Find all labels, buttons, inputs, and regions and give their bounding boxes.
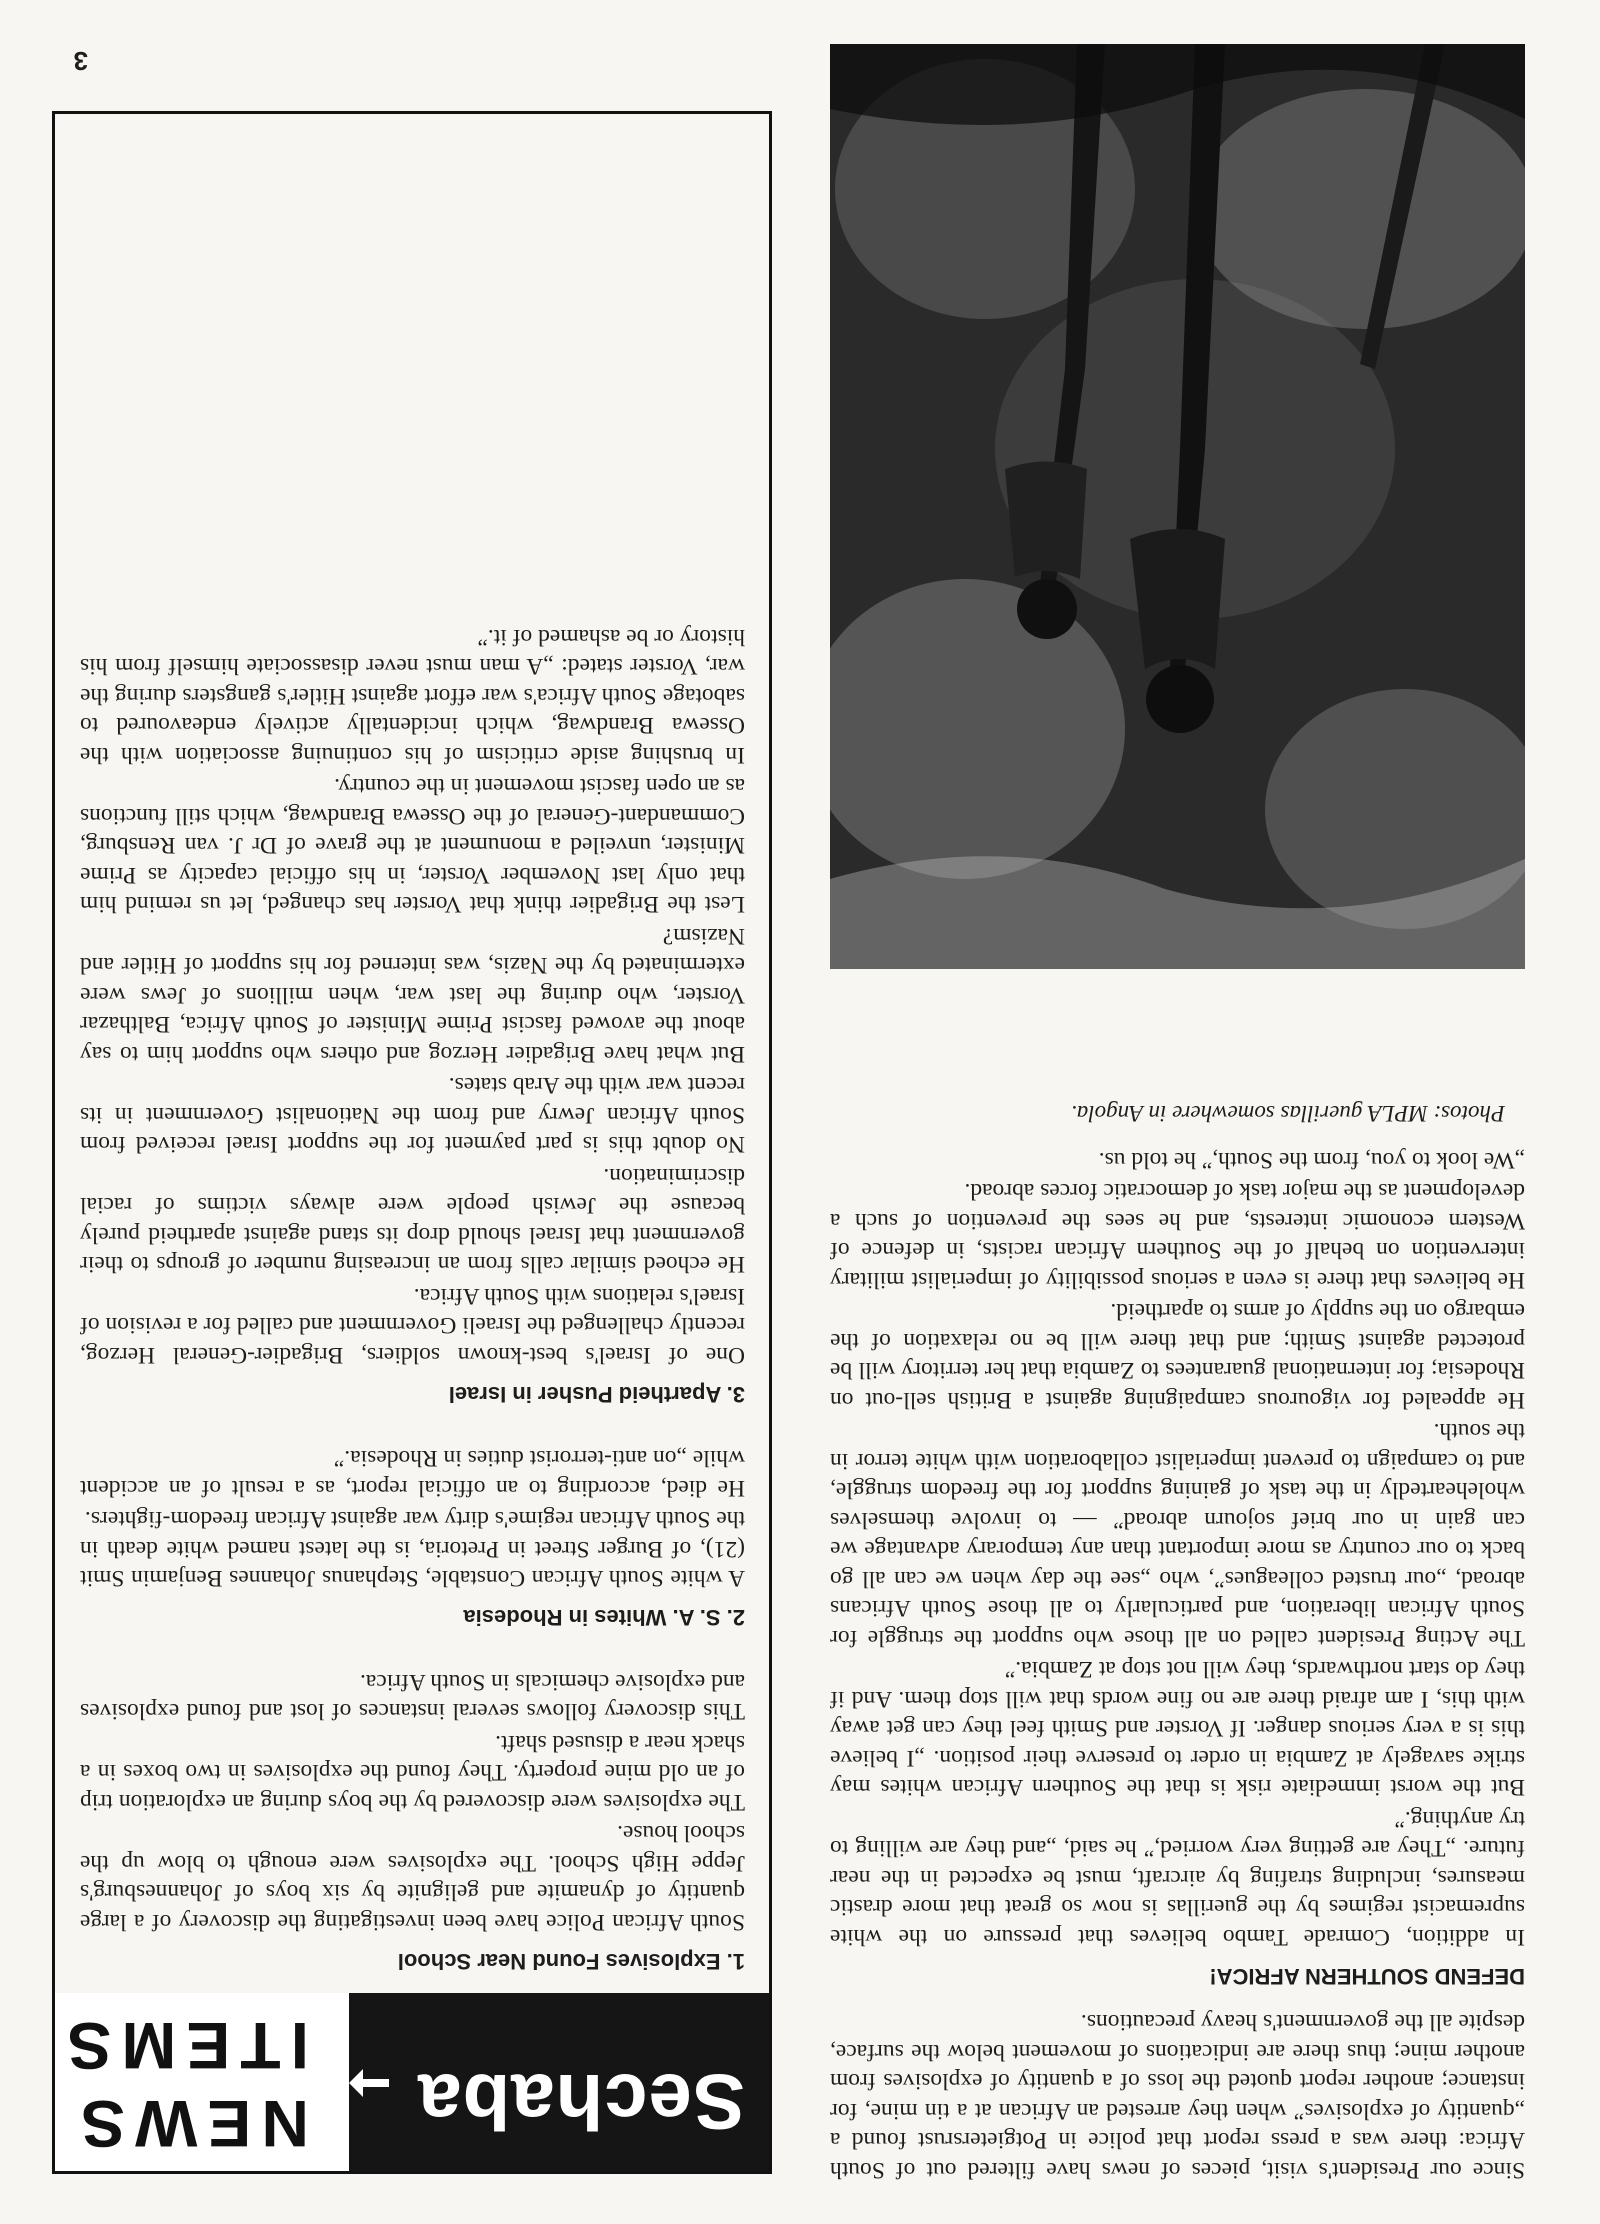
news-item-paragraph: The explosives were discovered by the boys during an exploration trip of an old mine property. They found the explosives in two boxes in a shack near a disused shaft.: [80, 1730, 745, 1815]
news-item-heading: 1. Explosives Found Near School: [397, 1949, 745, 1974]
intro-paragraph: Since our President's visit, pieces of news have filtered out of South Africa: there was a press report that police in Potgietersrust found a „quantity of explosives” when they arrested an African at a tin mine, for instance; another report quoted the loss of a quantity of explosives from another mine; thus there are indications of movement below the surface, despite all the government's heavy precautions.: [830, 2009, 1525, 2183]
masthead: [55, 1993, 769, 2171]
photo-scene: [830, 44, 1525, 969]
news-item-paragraph: He died, according to an official report, as a result of an accident while „on anti-terrorist duties in Rhodesia.”: [80, 1445, 745, 1501]
page-number: 3: [73, 46, 88, 76]
news-item-paragraph: He echoed similar calls from an increasing number of groups to their government that Israel should drop its stand against apartheid purely because the Jewish people were always victims of racial discrimination.: [80, 1163, 745, 1278]
news-item-paragraph: No doubt this is part payment for the support Israel received from South African Jewry and from the Nationalist Government in its recent war with the Arab states.: [80, 1072, 745, 1158]
news-item-paragraph: Lest the Brigadier think that Vorster has changed, let us remind him that only last November Vorster, in his official capacity as Prime Minister, unveiled a monument at the grave of Dr J. van Rensburg, Commandant-General of the Ossewa Brandwag, which still functions as an open fascist movement in the country.: [80, 773, 745, 918]
news-item-heading: 2. S. A. Whites in Rhodesia: [463, 1605, 745, 1631]
news-item-paragraph: This discovery follows several instances of lost and found explosives and explosive chemicals in South Africa.: [80, 1669, 745, 1725]
brand-name: Sechaba: [417, 2058, 745, 2146]
body-paragraph: The Acting President called on all those who support the struggle for South African liberation, and particularly to all those South Africans abroad, „our trusted colleagues”, who „see the day when we can all go back to our country as more important than any temporary advantage we can gain in our brief sojourn abroad” — to involve themselves wholeheartedly in the task of gaining support for the freedom struggle, and to campaign to prevent imperialist collaboration with white terror in the south.: [830, 1418, 1525, 1651]
body-paragraph: He believes that there is even a serious possibility of imperialist military intervention on behalf of the Southern African racists, in defence of Western economic interests, and he sees the prevention of such a development as the major task of democratic forces abroad.: [830, 1178, 1525, 1293]
arrow-icon: [349, 2063, 389, 2103]
masthead-items: ITEMS: [57, 2009, 309, 2083]
news-item-paragraph: But what have Brigadier Herzog and others who support him to say about the avowed fascist Prime Minister of South Africa, Balthazar Vorster, who during the last war, when millions of Jews were exterminated by the Nazis, was interned for his support of Hitler and Nazism?: [80, 923, 745, 1067]
news-item-paragraph: One of Israel's best-known soldiers, Brigadier-General Herzog, recently challenged the Israeli Government and called for a revision of Israel's relations with South Africa.: [80, 1283, 745, 1368]
news-item-paragraph: In brushing aside criticism of his continuing association with the Ossewa Brandwag, which incidentally actively endeavoured to sabotage South Africa's war effort against Hitler's gangsters during the war, Vorster stated: „A man must never disassociate himself from his history or be ashamed of it.”: [80, 624, 745, 768]
left-column: [830, 1097, 1525, 2184]
photo-caption: Photos: MPLA guerillas somewhere in Angola.: [1070, 1101, 1505, 1127]
section-heading: DEFEND SOUTHERN AFRICA!: [1209, 1964, 1525, 1989]
body-paragraph: „We look to you, from the South,” he told us.: [1098, 1147, 1525, 1173]
masthead-brand-block: [349, 1993, 769, 2171]
news-item-heading: 3. Apartheid Pusher in Israel: [448, 1382, 745, 1407]
masthead-news: NEWS: [71, 2087, 309, 2161]
masthead-title-block: [55, 1993, 349, 2171]
guerilla-photo: [830, 44, 1525, 969]
news-items-body: [80, 620, 745, 1975]
body-paragraph: But the worst immediate risk is that the Southern African whites may strike savagely at Zambia in order to preserve their position. „I believe this is a very serious danger. If Vorster and Smith feel they can get away with this, I am afraid there are no fine words that will stop them. And if they do start northwards, they will not stop at Zambia.”: [830, 1656, 1525, 1801]
body-paragraph: In addition, Comrade Tambo believes that pressure on the white supremacist regimes by the guerillas is now so great that more drastic measures, including strafing by aircraft, must be expected in the near future. „They are getting very worried,” he said, „and they are willing to try anything.”: [830, 1806, 1525, 1950]
news-item-paragraph: A white South African Constable, Stephanus Johannes Benjamin Smit (21), of Burger Street in Pretoria, is the latest named white death in the South African regime's dirty war against African freedom-fighters.: [80, 1506, 745, 1592]
news-item-paragraph: South African Police have been investigating the discovery of a large quantity of dynamite and gelignite by six boys of Johannesburg's Jeppe High School. The explosives were enough to blow up the school house.: [80, 1820, 745, 1935]
body-paragraph: He appealed for vigourous campaigning against a British sell-out on Rhodesia; for international guarantees to Zambia that her territory will be protected against Smith; and that there will be no relaxation of the embargo on the supply of arms to apartheid.: [830, 1298, 1525, 1413]
